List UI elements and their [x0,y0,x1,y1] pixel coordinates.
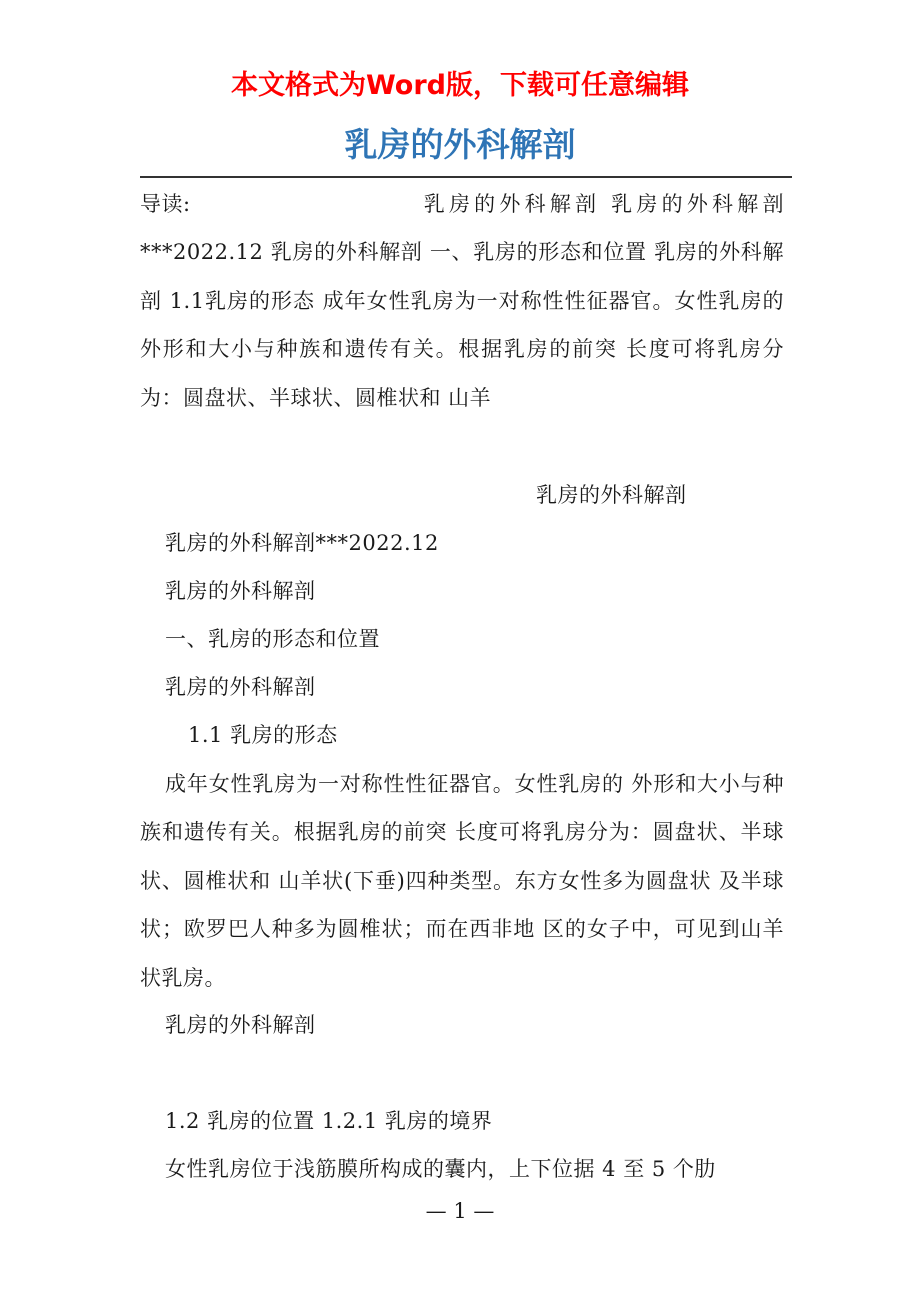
page-number: — 1 — [425,1199,495,1223]
document-title: 乳房的外科解剖 [344,125,576,164]
subsection-heading: 1.1 乳房的形态 [188,723,338,747]
intro-label: 导读: [140,192,191,216]
intro-text: 乳房的外科解剖 乳房的外科解剖 ***2022.12 乳房的外科解剖 一、乳房的形态和位置 乳房的外科解剖 1.1乳房的形态 成年女性乳房为一对称性性征器官。女性乳房的 外形和大小与种族和遗传有关。根据乳房的前突 长度可将乳房分为：圆盘状、半球状、圆椎状和 山羊 [140,192,784,410]
body-line: 女性乳房位于浅筋膜所构成的囊内，上下位据 4 至 5 个肋 [165,1157,716,1181]
subsection-heading: 1.2 乳房的位置 1.2.1 乳房的境界 [165,1109,493,1133]
body-line: 乳房的外科解剖 [165,579,316,603]
body-line: 乳房的外科解剖***2022.12 [165,531,439,555]
section-heading: 一、乳房的形态和位置 [165,627,380,651]
format-notice-banner: 本文格式为Word版，下载可任意编辑 [230,70,689,101]
body-line: 乳房的外科解剖 [165,675,316,699]
title-divider [140,176,792,178]
body-line: 乳房的外科解剖 [165,1013,316,1037]
body-paragraph: 成年女性乳房为一对称性性征器官。女性乳房的 外形和大小与种族和遗传有关。根据乳房的前突 长度可将乳房分为：圆盘状、半球状、圆椎状和 山羊状(下垂)四种类型。东方女性多为圆盘状 及半球状；欧罗巴人种多为圆椎状；而在西非地 区的女子中，可见到山羊状乳房。 [140,772,784,990]
intro-paragraph [140,180,784,422]
right-heading: 乳房的外科解剖 [536,483,687,507]
